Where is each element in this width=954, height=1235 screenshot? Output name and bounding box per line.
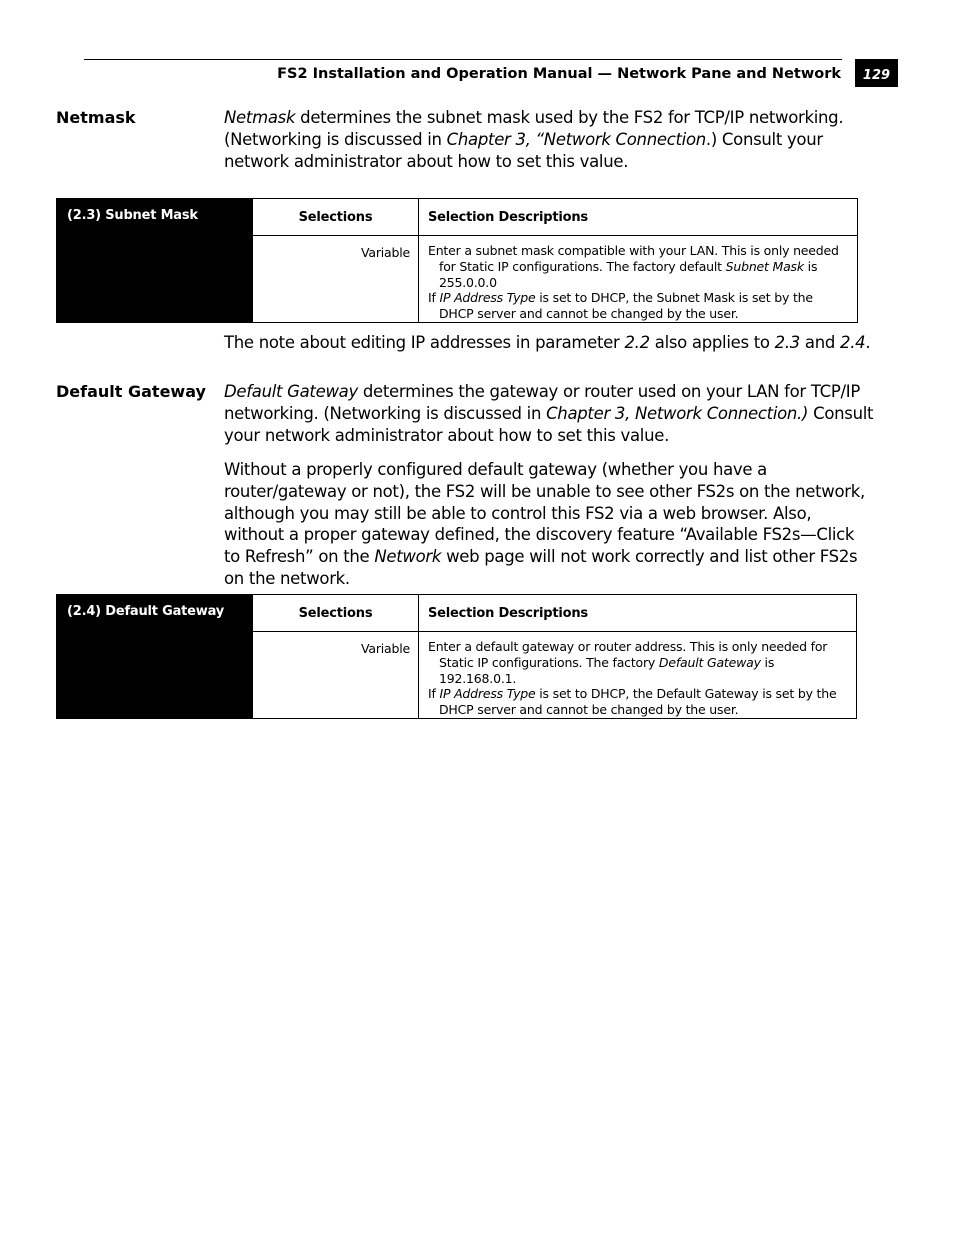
- netmask-term: Netmask: [56, 108, 136, 127]
- header-rule: [84, 59, 842, 60]
- subnet-mask-table: [56, 198, 858, 323]
- selections-header: Selections: [253, 199, 419, 236]
- selection-description: [419, 236, 858, 323]
- selection-description: [419, 632, 857, 719]
- descriptions-header: Selection Descriptions: [419, 595, 857, 632]
- default-gateway-table: [56, 594, 857, 719]
- default-gateway-warning: Without a properly configured default gateway (whether you have a router/gateway or not), the FS2 will be unable to see other FS2s on the network, although you may still be able to control this FS2 via a web browser. Also, without a proper gateway defined, the discovery feature “Available FS2s—Click to Refresh” on the Network web page will not work correctly and list other FS2s on the network.: [224, 460, 865, 588]
- parameter-name-cell: (2.4) Default Gateway: [57, 595, 253, 719]
- description-line: If IP Address Type is set to DHCP, the Subnet Mask is set by the DHCP server and cannot be changed by the user.: [428, 290, 813, 322]
- parameter-name-cell: (2.3) Subnet Mask: [57, 199, 253, 323]
- ip-editing-note: The note about editing IP addresses in parameter 2.2 also applies to 2.3 and 2.4.: [224, 333, 871, 352]
- selections-header: Selections: [253, 595, 419, 632]
- description-line: If IP Address Type is set to DHCP, the Default Gateway is set by the DHCP server and cannot be changed by the user.: [428, 686, 837, 718]
- page-number-badge: 129: [855, 59, 898, 87]
- description-line: Enter a subnet mask compatible with your LAN. This is only needed for Static IP configurations. The factory default Subnet Mask is 255.0.0.0: [428, 243, 839, 290]
- running-header-title: FS2 Installation and Operation Manual — Network Pane and Network: [277, 66, 841, 82]
- description-line: Enter a default gateway or router address. This is only needed for Static IP configurations. The factory Default Gateway is 192.168.0.1.: [428, 639, 828, 686]
- descriptions-header: Selection Descriptions: [419, 199, 858, 236]
- netmask-description: Netmask determines the subnet mask used by the FS2 for TCP/IP networking. (Networking is discussed in Chapter 3, “Network Connection.) Consult your network administrator about how to set this value.: [224, 108, 844, 171]
- default-gateway-term: Default Gateway: [56, 382, 206, 401]
- selection-value: Variable: [253, 632, 419, 719]
- default-gateway-description: Default Gateway determines the gateway or router used on your LAN for TCP/IP networking. (Networking is discussed in Chapter 3, Network Connection.) Consult your network administrator about how to set this value.: [224, 382, 874, 445]
- selection-value: Variable: [253, 236, 419, 323]
